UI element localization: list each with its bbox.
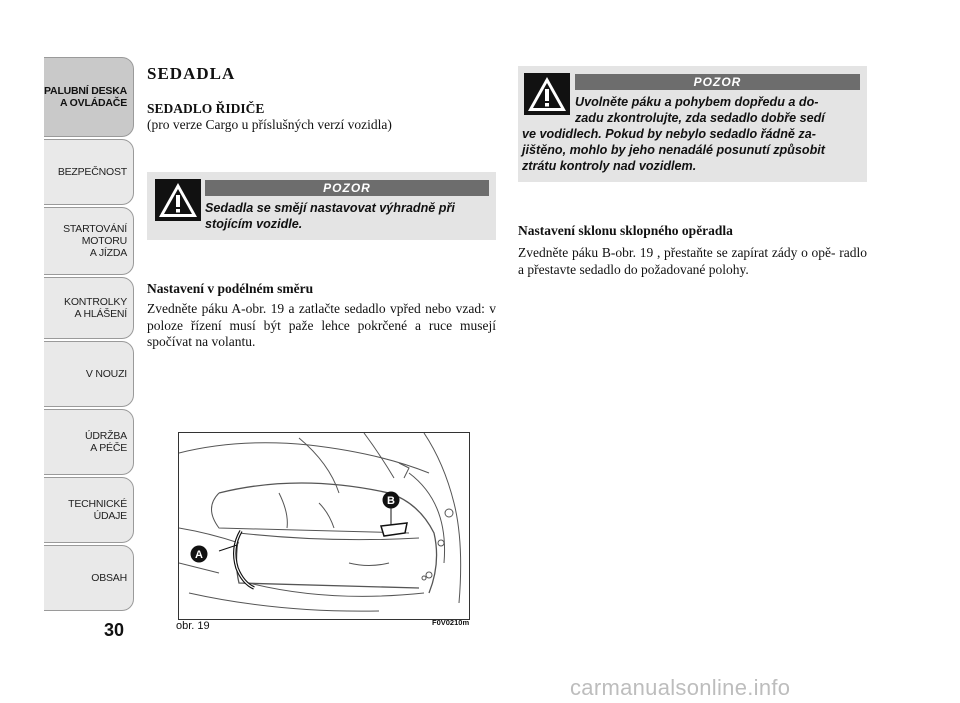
figure-caption: obr. 19 — [176, 620, 210, 632]
section-heading: Nastavení sklonu sklopného opěradla — [518, 223, 733, 238]
warning-text-line: stojícím vozidle. — [205, 217, 303, 231]
section-heading: Nastavení v podélném směru — [147, 281, 314, 296]
tab-bezpecnost[interactable]: BEZPEČNOST — [44, 139, 134, 205]
warning-text-line: Uvolněte páku a pohybem dopředu a do- — [575, 95, 819, 109]
tab-v-nouzi[interactable]: V NOUZI — [44, 341, 134, 407]
warning-header: POZOR — [575, 74, 860, 90]
page-title: SEDADLA — [147, 64, 236, 83]
tab-palubni-deska[interactable]: PALUBNÍ DESKA A OVLÁDAČE — [44, 57, 134, 137]
section-text: Zvedněte páku B-obr. 19 , přestaňte se zapírat zády o opě- radlo a přestavte sedadlo do požadované polohy. — [518, 245, 867, 277]
warning-box-1 — [147, 172, 496, 240]
watermark: carmanualsonline.info — [570, 675, 791, 700]
figure-code: F0V0210m — [432, 618, 470, 627]
warning-text-line: ve vodidlech. Pokud by nebylo sedadlo řádně za- — [522, 127, 816, 141]
warning-text-line: Sedadla se smějí nastavovat výhradně při — [205, 201, 455, 215]
warning-triangle-icon — [524, 73, 570, 115]
warning-header: POZOR — [205, 180, 489, 196]
figure-label-b: B — [387, 495, 395, 507]
section-subtitle: SEDADLO ŘIDIČE — [147, 101, 265, 116]
page-number: 30 — [104, 620, 125, 640]
tab-kontrolky[interactable]: KONTROLKY A HLÁŠENÍ — [44, 277, 134, 339]
seat-drawing — [179, 433, 469, 619]
tab-obsah[interactable]: OBSAH — [44, 545, 134, 611]
warning-text-line: jištěno, mohlo by jeho nenadálé posunutí způsobit — [522, 143, 825, 157]
tab-startovani[interactable]: STARTOVÁNÍ MOTORU A JÍZDA — [44, 207, 134, 275]
warning-triangle-icon — [155, 179, 201, 221]
warning-box-2 — [518, 66, 867, 182]
seat-illustration — [178, 432, 470, 620]
section-text: Zvedněte páku A-obr. 19 a zatlačte sedadlo vpřed nebo vzad: v poloze řízení musí být paže lehce pokrčené a ruce musejí spočívat na volantu. — [147, 301, 496, 349]
warning-text-line: ztrátu kontroly nad vozidlem. — [522, 159, 697, 173]
subtitle-note: (pro verze Cargo u příslušných verzí vozidla) — [147, 117, 392, 132]
tab-udrzba[interactable]: ÚDRŽBA A PÉČE — [44, 409, 134, 475]
warning-text-line: zadu zkontrolujte, zda sedadlo dobře sedí — [575, 111, 825, 125]
figure-label-a: A — [195, 549, 203, 561]
tab-technicke-udaje[interactable]: TECHNICKÉ ÚDAJE — [44, 477, 134, 543]
